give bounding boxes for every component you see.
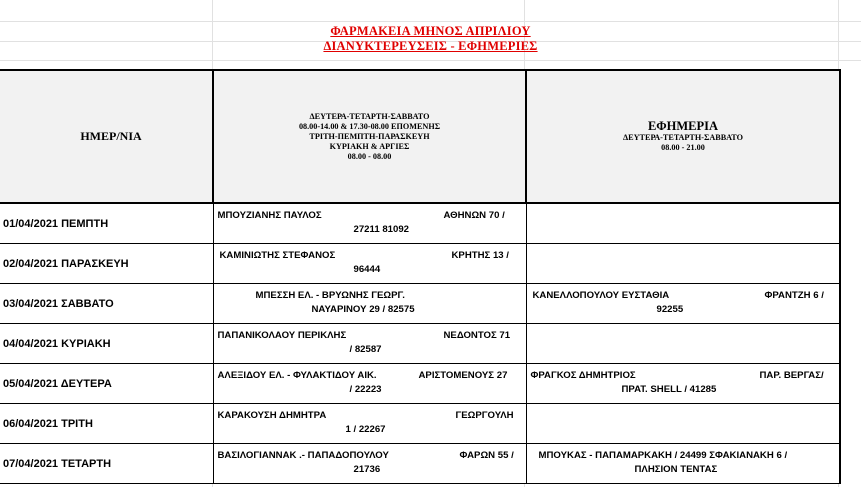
pharmacy-address: ΑΘΗΝΩΝ 70 / xyxy=(443,210,505,221)
duty-subtitle-line: ΔΕΥΤΕΡΑ-ΤΕΤΑΡΤΗ-ΣΑΒΒΑΤΟ xyxy=(623,133,743,142)
night-pharmacy-cell xyxy=(213,324,526,364)
table-row xyxy=(0,324,840,364)
date-cell: 06/04/2021 ΤΡΙΤΗ xyxy=(0,404,213,444)
pharmacy-name: ΒΑΣΙΛΟΓΙΑΝΝΑΚ .- ΠΑΠΑΔΟΠΟΥΛΟΥ xyxy=(217,450,389,461)
night-pharmacy-cell xyxy=(213,244,526,284)
table-row xyxy=(0,444,840,484)
night-pharmacy-cell xyxy=(213,203,526,244)
night-pharmacy-cell xyxy=(213,444,526,484)
pharmacy-address: ΦΑΡΩΝ 55 / xyxy=(459,450,514,461)
pharmacy-phone: ΝΑΥΑΡΙΝΟΥ 29 / 82575 xyxy=(311,304,415,315)
gridline xyxy=(0,60,861,61)
duty-pharmacy-cell xyxy=(526,444,840,484)
pharmacy-phone: 27211 81092 xyxy=(353,224,409,235)
pharmacy-name: ΚΑΜΙΝΙΩΤΗΣ ΣΤΕΦΑΝΟΣ xyxy=(219,250,336,261)
hours-line: ΔΕΥΤΕΡΑ-ΤΕΤΑΡΤΗ-ΣΑΒΒΑΤΟ xyxy=(309,111,430,121)
date-cell: 04/04/2021 ΚΥΡΙΑΚΗ xyxy=(0,324,213,364)
date-cell: 07/04/2021 ΤΕΤΑΡΤΗ xyxy=(0,444,213,484)
table-row xyxy=(0,244,840,284)
duty-phone: ΠΛΗΣΙΟΝ ΤΕΝΤΑΣ xyxy=(634,464,718,475)
pharmacy-name: ΜΠΟΥΖΙΑΝΗΣ ΠΑΥΛΟΣ xyxy=(217,210,322,221)
hours-line: 08.00 - 08.00 xyxy=(347,151,392,161)
duty-title: ΕΦΗΜΕΡΙΑ xyxy=(647,119,719,133)
pharmacy-name: ΠΑΠΑΝΙΚΟΛΑΟΥ ΠΕΡΙΚΛΗΣ xyxy=(217,330,347,341)
night-pharmacy-cell xyxy=(213,284,526,324)
hours-line: ΤΡΙΤΗ-ΠΕΜΠΤΗ-ΠΑΡΑΣΚΕΥΗ xyxy=(309,131,430,141)
duty-column-header xyxy=(526,70,840,203)
pharmacy-phone: 96444 xyxy=(353,264,381,275)
duty-phone: ΠΡΑΤ. SHELL / 41285 xyxy=(621,384,717,395)
duty-name: ΜΠΟΥΚΑΣ - ΠΑΠΑΜΑΡΚΑΚΗ / 24499 ΣΦΑΚΙΑΝΑΚΗ 6 / xyxy=(538,450,788,461)
duty-pharmacy-cell xyxy=(526,244,840,284)
duty-subtitle-line: 08.00 - 21.00 xyxy=(661,143,705,152)
pharmacy-name: ΚΑΡΑΚΟΥΣΗ ΔΗΜΗΤΡΑ xyxy=(217,410,327,421)
pharmacy-address: ΝΕΔΟΝΤΟΣ 71 xyxy=(443,330,511,341)
table-row xyxy=(0,364,840,404)
duty-address: ΠΑΡ. ΒΕΡΓΑΣ/ xyxy=(759,370,824,381)
hours-line: 08.00-14.00 & 17.30-08.00 ΕΠΟΜΕΝΗΣ xyxy=(298,121,441,131)
duty-phone: 92255 xyxy=(656,304,684,315)
duty-name: ΚΑΝΕΛΛΟΠΟΥΛΟΥ ΕΥΣΤΑΘΙΑ xyxy=(532,290,670,301)
night-pharmacy-cell xyxy=(213,404,526,444)
duty-pharmacy-cell xyxy=(526,203,840,244)
duty-pharmacy-cell xyxy=(526,364,840,404)
hours-line: ΚΥΡΙΑΚΗ & ΑΡΓΙΕΣ xyxy=(329,141,410,151)
date-cell: 02/04/2021 ΠΑΡΑΣΚΕΥΗ xyxy=(0,244,213,284)
table-header-row xyxy=(0,70,840,203)
duty-name: ΦΡΑΓΚΟΣ ΔΗΜΗΤΡΙΟΣ xyxy=(530,370,636,381)
duty-pharmacy-cell xyxy=(526,324,840,364)
table-row xyxy=(0,203,840,244)
hours-column-header xyxy=(213,70,526,203)
pharmacy-name: ΑΛΕΞΙΔΟΥ ΕΛ. - ΦΥΛΑΚΤΙΔΟΥ ΑΙΚ. xyxy=(217,370,377,381)
date-cell: 05/04/2021 ΔΕΥΤΕΡΑ xyxy=(0,364,213,404)
pharmacy-name: ΜΠΕΣΣΗ ΕΛ. - ΒΡΥΩΝΗΣ ΓΕΩΡΓ. xyxy=(255,290,405,301)
duty-pharmacy-cell xyxy=(526,284,840,324)
date-column-header: ΗΜΕΡ/ΝΙΑ xyxy=(0,70,213,203)
night-pharmacy-cell xyxy=(213,364,526,404)
duty-address: ΦΡΑΝΤΖΗ 6 / xyxy=(764,290,824,301)
date-cell: 01/04/2021 ΠΕΜΠΤΗ xyxy=(0,203,213,244)
gridline xyxy=(0,21,861,22)
table-row xyxy=(0,284,840,324)
pharmacy-address: ΚΡΗΤΗΣ 13 / xyxy=(451,250,509,261)
pharmacy-phone: 21736 xyxy=(353,464,381,475)
schedule-table xyxy=(0,69,841,484)
table-row xyxy=(0,404,840,444)
page-title-line2: ΔΙΑΝΥΚΤΕΡΕΥΣΕΙΣ - ΕΦΗΜΕΡΙΕΣ xyxy=(323,39,538,53)
pharmacy-address: ΑΡΙΣΤΟΜΕΝΟΥΣ 27 xyxy=(418,370,508,381)
duty-pharmacy-cell xyxy=(526,404,840,444)
date-cell: 03/04/2021 ΣΑΒΒΑΤΟ xyxy=(0,284,213,324)
pharmacy-address: ΓΕΩΡΓΟΥΛΗ xyxy=(455,410,514,421)
pharmacy-phone: 1 / 22267 xyxy=(345,424,386,435)
pharmacy-phone: / 82587 xyxy=(349,344,382,355)
pharmacy-phone: / 22223 xyxy=(349,384,382,395)
page-title-line1: ΦΑΡΜΑΚΕΙΑ ΜΗΝΟΣ ΑΠΡΙΛΙΟΥ xyxy=(330,24,531,38)
